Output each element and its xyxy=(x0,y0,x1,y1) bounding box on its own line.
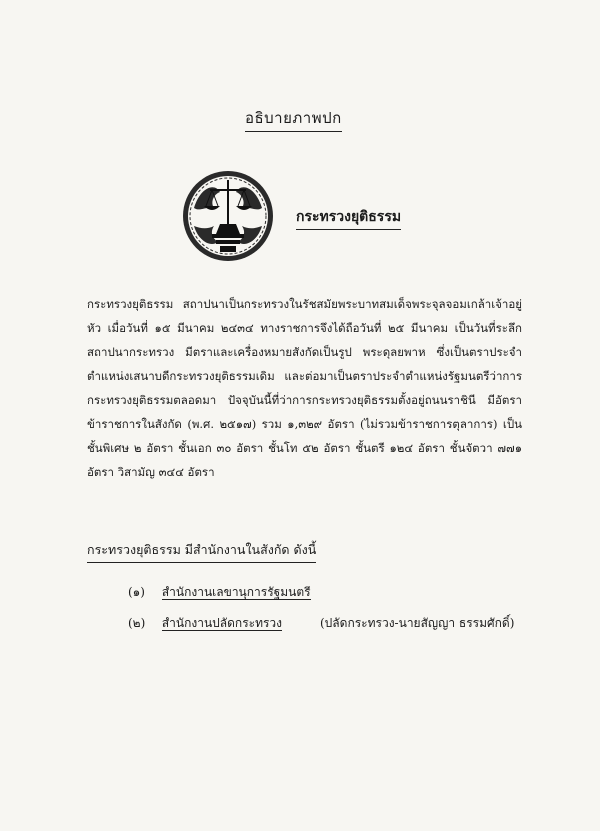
office-name: สำนักงานเลขานุการรัฐมนตรี xyxy=(161,585,311,599)
page-title: อธิบายภาพปก xyxy=(245,106,342,132)
office-number: (๒) xyxy=(128,616,146,630)
office-name: สำนักงานปลัดกระทรวง xyxy=(161,616,283,630)
office-remark: (ปลัดกระทรวง-นายสัญญา ธรรมศักดิ์) xyxy=(320,616,515,630)
scales-of-justice-emblem-icon xyxy=(180,168,276,264)
office-item xyxy=(128,583,311,602)
description-paragraph: กระทรวงยุติธรรม สถาปนาเป็นกระทรวงในรัชสมัยพระบาทสมเด็จพระจุลจอมเกล้าเจ้าอยู่หัว เมื่อวันที่ ๑๕ มีนาคม ๒๔๓๔ ทางราชการจึงได้ถือวันที่ ๒๕ มีนาคม เป็นวันที่ระลึกสถาปนากระทรวง มีตราและเครื่องหมายสังกัดเป็นรูป พระดุลยพาห ซึ่งเป็นตราประจำตำแหน่งเสนาบดีกระทรวงยุติธรรมเดิม และต่อมาเป็นตราประจำตำแหน่งรัฐมนตรีว่าการกระทรวงยุติธรรมตลอดมา ปัจจุบันนี้ที่ว่าการกระทรวงยุติธรรมตั้งอยู่ถนนราชินี มีอัตราข้าราชการในสังกัด (พ.ศ. ๒๕๑๗) รวม ๑,๓๒๙ อัตรา (ไม่รวมข้าราชการตุลาการ) เป็นชั้นพิเศษ ๒ อัตรา ชั้นเอก ๓๐ อัตรา ชั้นโท ๕๒ อัตรา ชั้นตรี ๑๒๔ อัตรา ชั้นจัตวา ๗๗๑ อัตรา วิสามัญ ๓๔๔ อัตรา xyxy=(87,297,522,479)
office-number: (๑) xyxy=(128,585,145,599)
office-item xyxy=(128,614,282,633)
offices-heading: กระทรวงยุติธรรม มีสำนักงานในสังกัด ดังนี้ xyxy=(87,540,316,563)
department-name: กระทรวงยุติธรรม xyxy=(296,206,401,230)
